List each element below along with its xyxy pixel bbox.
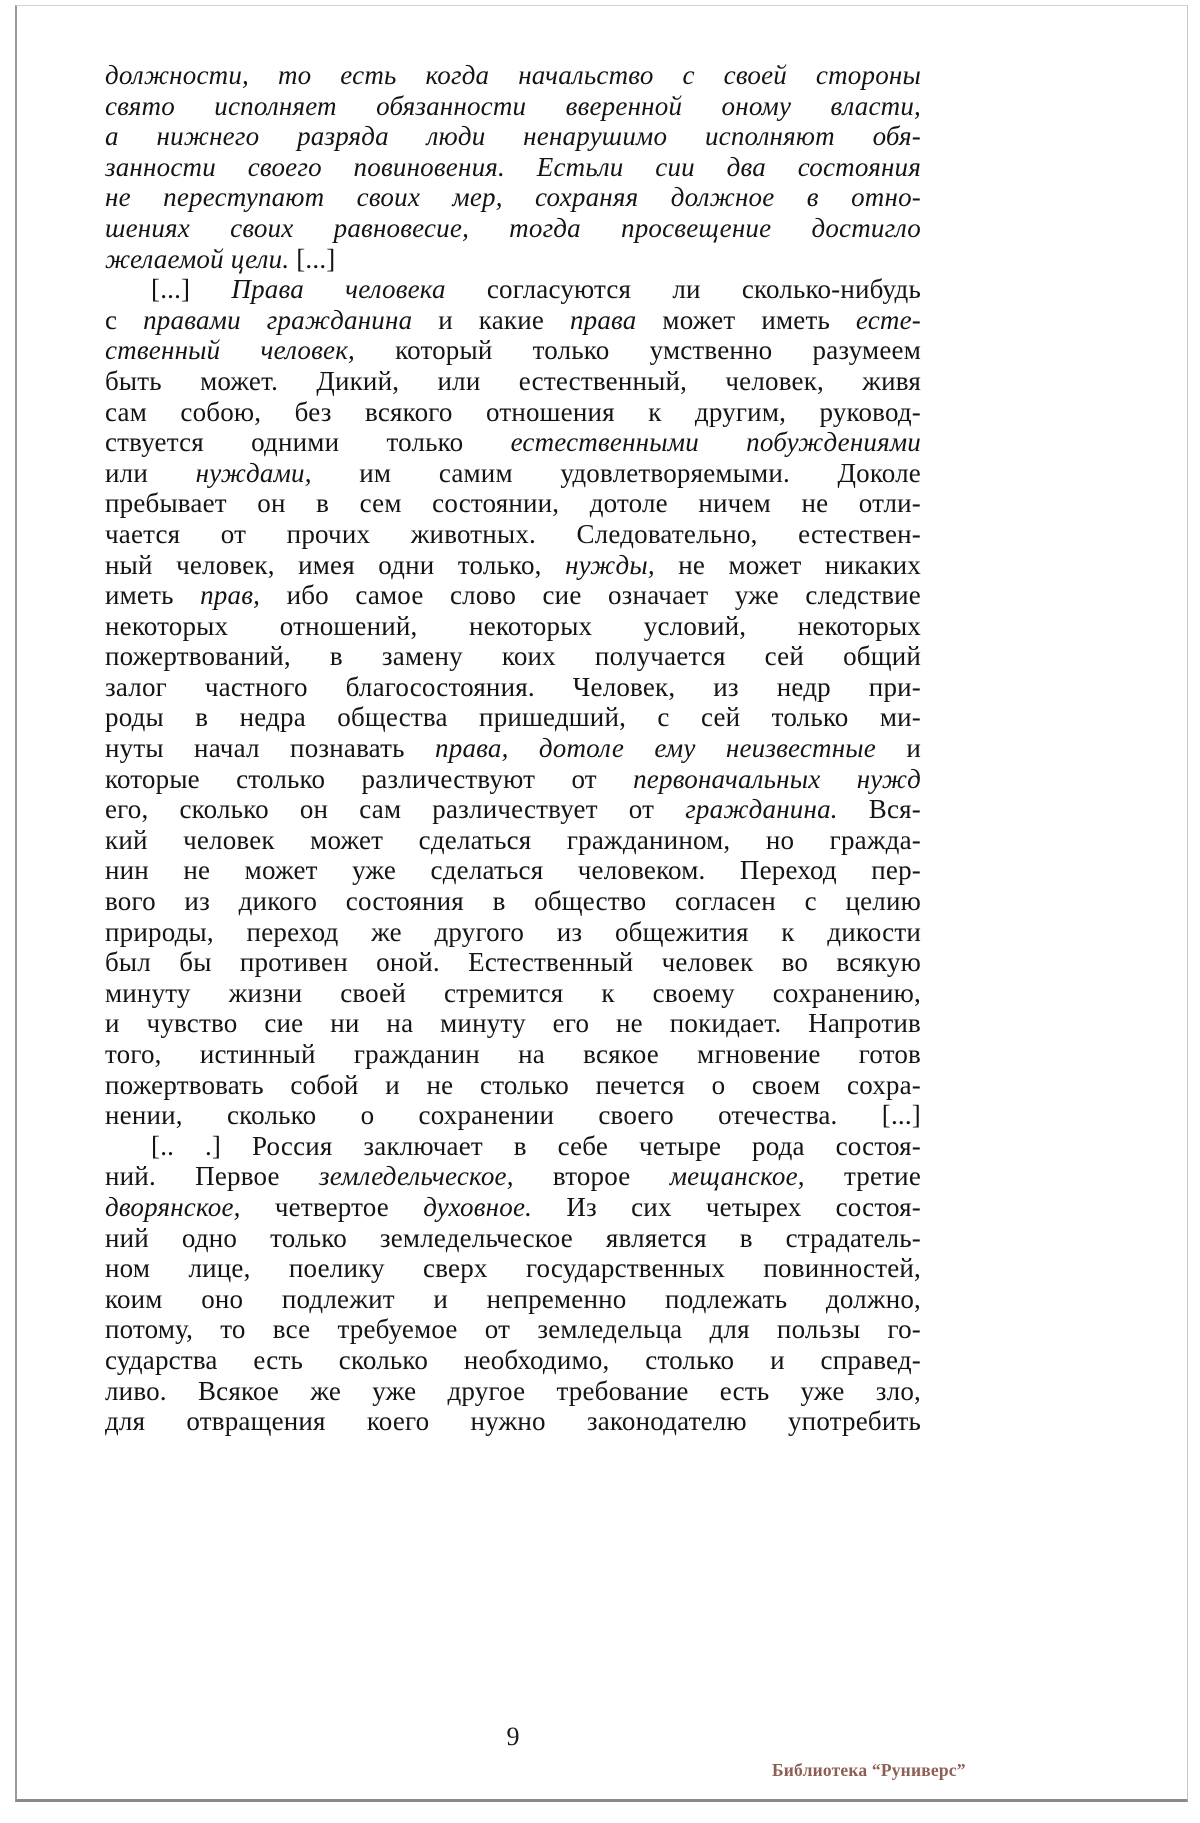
text-line — [105, 947, 921, 978]
text-segment: того, истинный гражданин на всякое мгновение готов — [105, 1039, 921, 1069]
italic-text-segment: права, дотоле ему неизвестные — [435, 733, 876, 764]
italic-text-segment: ственный человек, — [105, 335, 355, 366]
text-line — [105, 764, 921, 795]
text-segment: Из сих четырех состоя- — [532, 1191, 921, 1222]
text-line — [105, 488, 921, 519]
text-line — [105, 213, 921, 244]
text-line — [105, 1406, 921, 1437]
italic-text-segment: должности, то есть когда начальство с своей стороны — [105, 60, 921, 90]
text-line — [105, 244, 921, 275]
text-segment: нении, сколько о сохранении своего отечества. [...] — [105, 1100, 921, 1131]
italic-text-segment: прав, — [200, 580, 261, 611]
italic-text-segment: естественными побуждениями — [510, 427, 921, 458]
italic-text-segment: правами гражданина — [143, 304, 413, 335]
text-segment: с — [105, 304, 144, 335]
text-line — [105, 1253, 921, 1284]
text-segment: Вся- — [837, 794, 921, 825]
italic-text-segment: желаемой цели. — [105, 243, 297, 274]
text-segment: согласуются ли сколько-нибудь — [445, 274, 921, 305]
text-segment: ливо. Всякое же уже другое требование есть уже зло, — [105, 1375, 921, 1406]
text-line — [105, 794, 921, 825]
text-line — [105, 182, 921, 213]
paragraph — [105, 274, 921, 1131]
text-line — [105, 366, 921, 397]
text-line — [105, 1376, 921, 1407]
text-line — [105, 978, 921, 1009]
italic-text-segment: а нижнего разряда люди ненарушимо исполняют обя- — [105, 121, 921, 152]
text-line — [105, 1192, 921, 1223]
text-line — [105, 519, 921, 550]
text-segment: природы, переход же другого из общежития к дикости — [105, 916, 921, 947]
text-segment: вого из дикого состояния в общество согласен с целию — [105, 886, 921, 917]
text-segment: минуту жизни своей стремится к своему сохранению, — [105, 977, 921, 1008]
text-line — [105, 1161, 921, 1192]
text-segment: пожертвований, в замену коих получается сей общий — [105, 641, 921, 672]
text-segment: [.. .] Россия заключает в себе четыре рода состоя- — [151, 1130, 921, 1161]
text-line — [105, 580, 921, 611]
text-segment: пожертвовать собой и не столько печется о своем сохра- — [105, 1069, 921, 1100]
text-line — [105, 1070, 921, 1101]
text-segment: потому, то все требуемое от земледельца для пользы го- — [105, 1314, 921, 1345]
text-line — [105, 825, 921, 856]
text-line — [105, 733, 921, 764]
page-number: 9 — [506, 1722, 520, 1751]
text-line — [105, 427, 921, 458]
text-line — [105, 1008, 921, 1039]
text-segment: сударства есть сколько необходимо, столько и справед- — [105, 1344, 921, 1375]
italic-text-segment: нуждами, — [195, 457, 312, 488]
text-line — [105, 458, 921, 489]
text-segment: может иметь — [636, 304, 856, 335]
text-segment: [...] — [151, 274, 232, 305]
text-line — [105, 152, 921, 183]
text-line — [105, 917, 921, 948]
text-segment: не может никаких — [654, 549, 921, 580]
text-line — [105, 274, 921, 305]
italic-text-segment: есте- — [855, 304, 921, 335]
text-line — [105, 1223, 921, 1254]
text-segment: коим оно подлежит и непременно подлежать должно, — [105, 1283, 921, 1314]
text-line — [105, 672, 921, 703]
paragraph — [105, 60, 921, 274]
text-segment: кий человек может сделаться гражданином, но гражда- — [105, 824, 921, 855]
text-segment: которые столько различествуют от — [105, 763, 634, 794]
text-line — [105, 702, 921, 733]
italic-text-segment: свято исполняет обязанности вверенной оному власти, — [105, 90, 921, 121]
text-line — [105, 641, 921, 672]
text-segment: ный человек, имея одни только, — [105, 549, 566, 580]
italic-text-segment: земледельческое, — [318, 1161, 514, 1192]
italic-text-segment: дворянское, — [105, 1191, 241, 1222]
text-line — [105, 60, 921, 91]
text-line — [105, 335, 921, 366]
italic-text-segment: шениях своих равновесие, тогда просвещение достигло — [105, 212, 921, 243]
italic-text-segment: духовное. — [423, 1191, 533, 1222]
text-line — [105, 305, 921, 336]
italic-text-segment: гражданина. — [685, 794, 838, 825]
text-segment: сам собою, без всякого отношения к другим, руковод- — [105, 396, 921, 427]
text-segment: был бы противен оной. Естественный человек во всякую — [105, 947, 921, 978]
text-segment: для отвращения коего нужно законодателю употребить — [105, 1406, 921, 1437]
text-segment: нуты начал познавать — [105, 733, 436, 764]
text-segment: или — [105, 457, 196, 488]
text-segment: ибо самое слово сие означает уже следствие — [260, 580, 921, 611]
text-line — [105, 611, 921, 642]
italic-text-segment: нужды, — [565, 549, 655, 580]
text-line — [105, 1100, 921, 1131]
text-segment: [...] — [296, 243, 336, 274]
text-line — [105, 397, 921, 428]
text-line — [105, 1284, 921, 1315]
text-line — [105, 550, 921, 581]
text-line — [105, 121, 921, 152]
text-segment: четвертое — [240, 1191, 424, 1222]
text-segment: некоторых отношений, некоторых условий, некоторых — [105, 610, 921, 641]
text-line — [105, 1131, 921, 1162]
text-segment: залог частного благосостояния. Человек, из недр при- — [105, 671, 921, 702]
text-segment: ний одно только земледельческое является в страдатель- — [105, 1222, 921, 1253]
text-segment: роды в недра общества пришедший, с сей только ми- — [105, 702, 921, 733]
text-segment: им самим удовлетворяемыми. Доколе — [311, 457, 921, 488]
italic-text-segment: не переступают своих мер, сохраняя должное в отно- — [105, 182, 921, 213]
text-segment: и — [875, 733, 921, 764]
text-block — [105, 60, 921, 1437]
text-line — [105, 855, 921, 886]
text-line — [105, 91, 921, 122]
text-segment: ствуется одними только — [105, 427, 511, 458]
text-segment: его, сколько он сам различествует от — [105, 794, 686, 825]
italic-text-segment: первоначальных нужд — [633, 763, 921, 794]
text-segment: чается от прочих животных. Следовательно, естествен- — [105, 518, 921, 549]
text-segment: ном лице, поелику сверх государственных повинностей, — [105, 1253, 921, 1284]
paragraph — [105, 1131, 921, 1437]
text-segment: пребывает он в сем состоянии, дотоле ничем не отли- — [105, 488, 921, 519]
italic-text-segment: занности своего повиновения. Естьли сии два состояния — [105, 151, 921, 182]
text-line — [105, 1314, 921, 1345]
italic-text-segment: Права человека — [231, 274, 446, 305]
text-line — [105, 1345, 921, 1376]
italic-text-segment: мещанское, — [669, 1161, 805, 1192]
text-line — [105, 1039, 921, 1070]
text-segment: ний. Первое — [105, 1161, 319, 1192]
text-segment: нин не может уже сделаться человеком. Переход пер- — [105, 855, 921, 886]
italic-text-segment: права — [569, 304, 637, 335]
text-segment: и чувство сие ни на минуту его не покидает. Напротив — [105, 1008, 921, 1039]
text-segment: быть может. Дикий, или естественный, человек, живя — [105, 365, 921, 396]
text-segment: и какие — [412, 304, 570, 335]
text-segment: второе — [513, 1161, 670, 1192]
text-line — [105, 886, 921, 917]
text-segment: третие — [804, 1161, 922, 1192]
text-segment: иметь — [105, 580, 201, 611]
library-watermark: Библиотека “Руниверс” — [772, 1760, 966, 1780]
text-segment: который только умственно разумеем — [355, 335, 921, 366]
